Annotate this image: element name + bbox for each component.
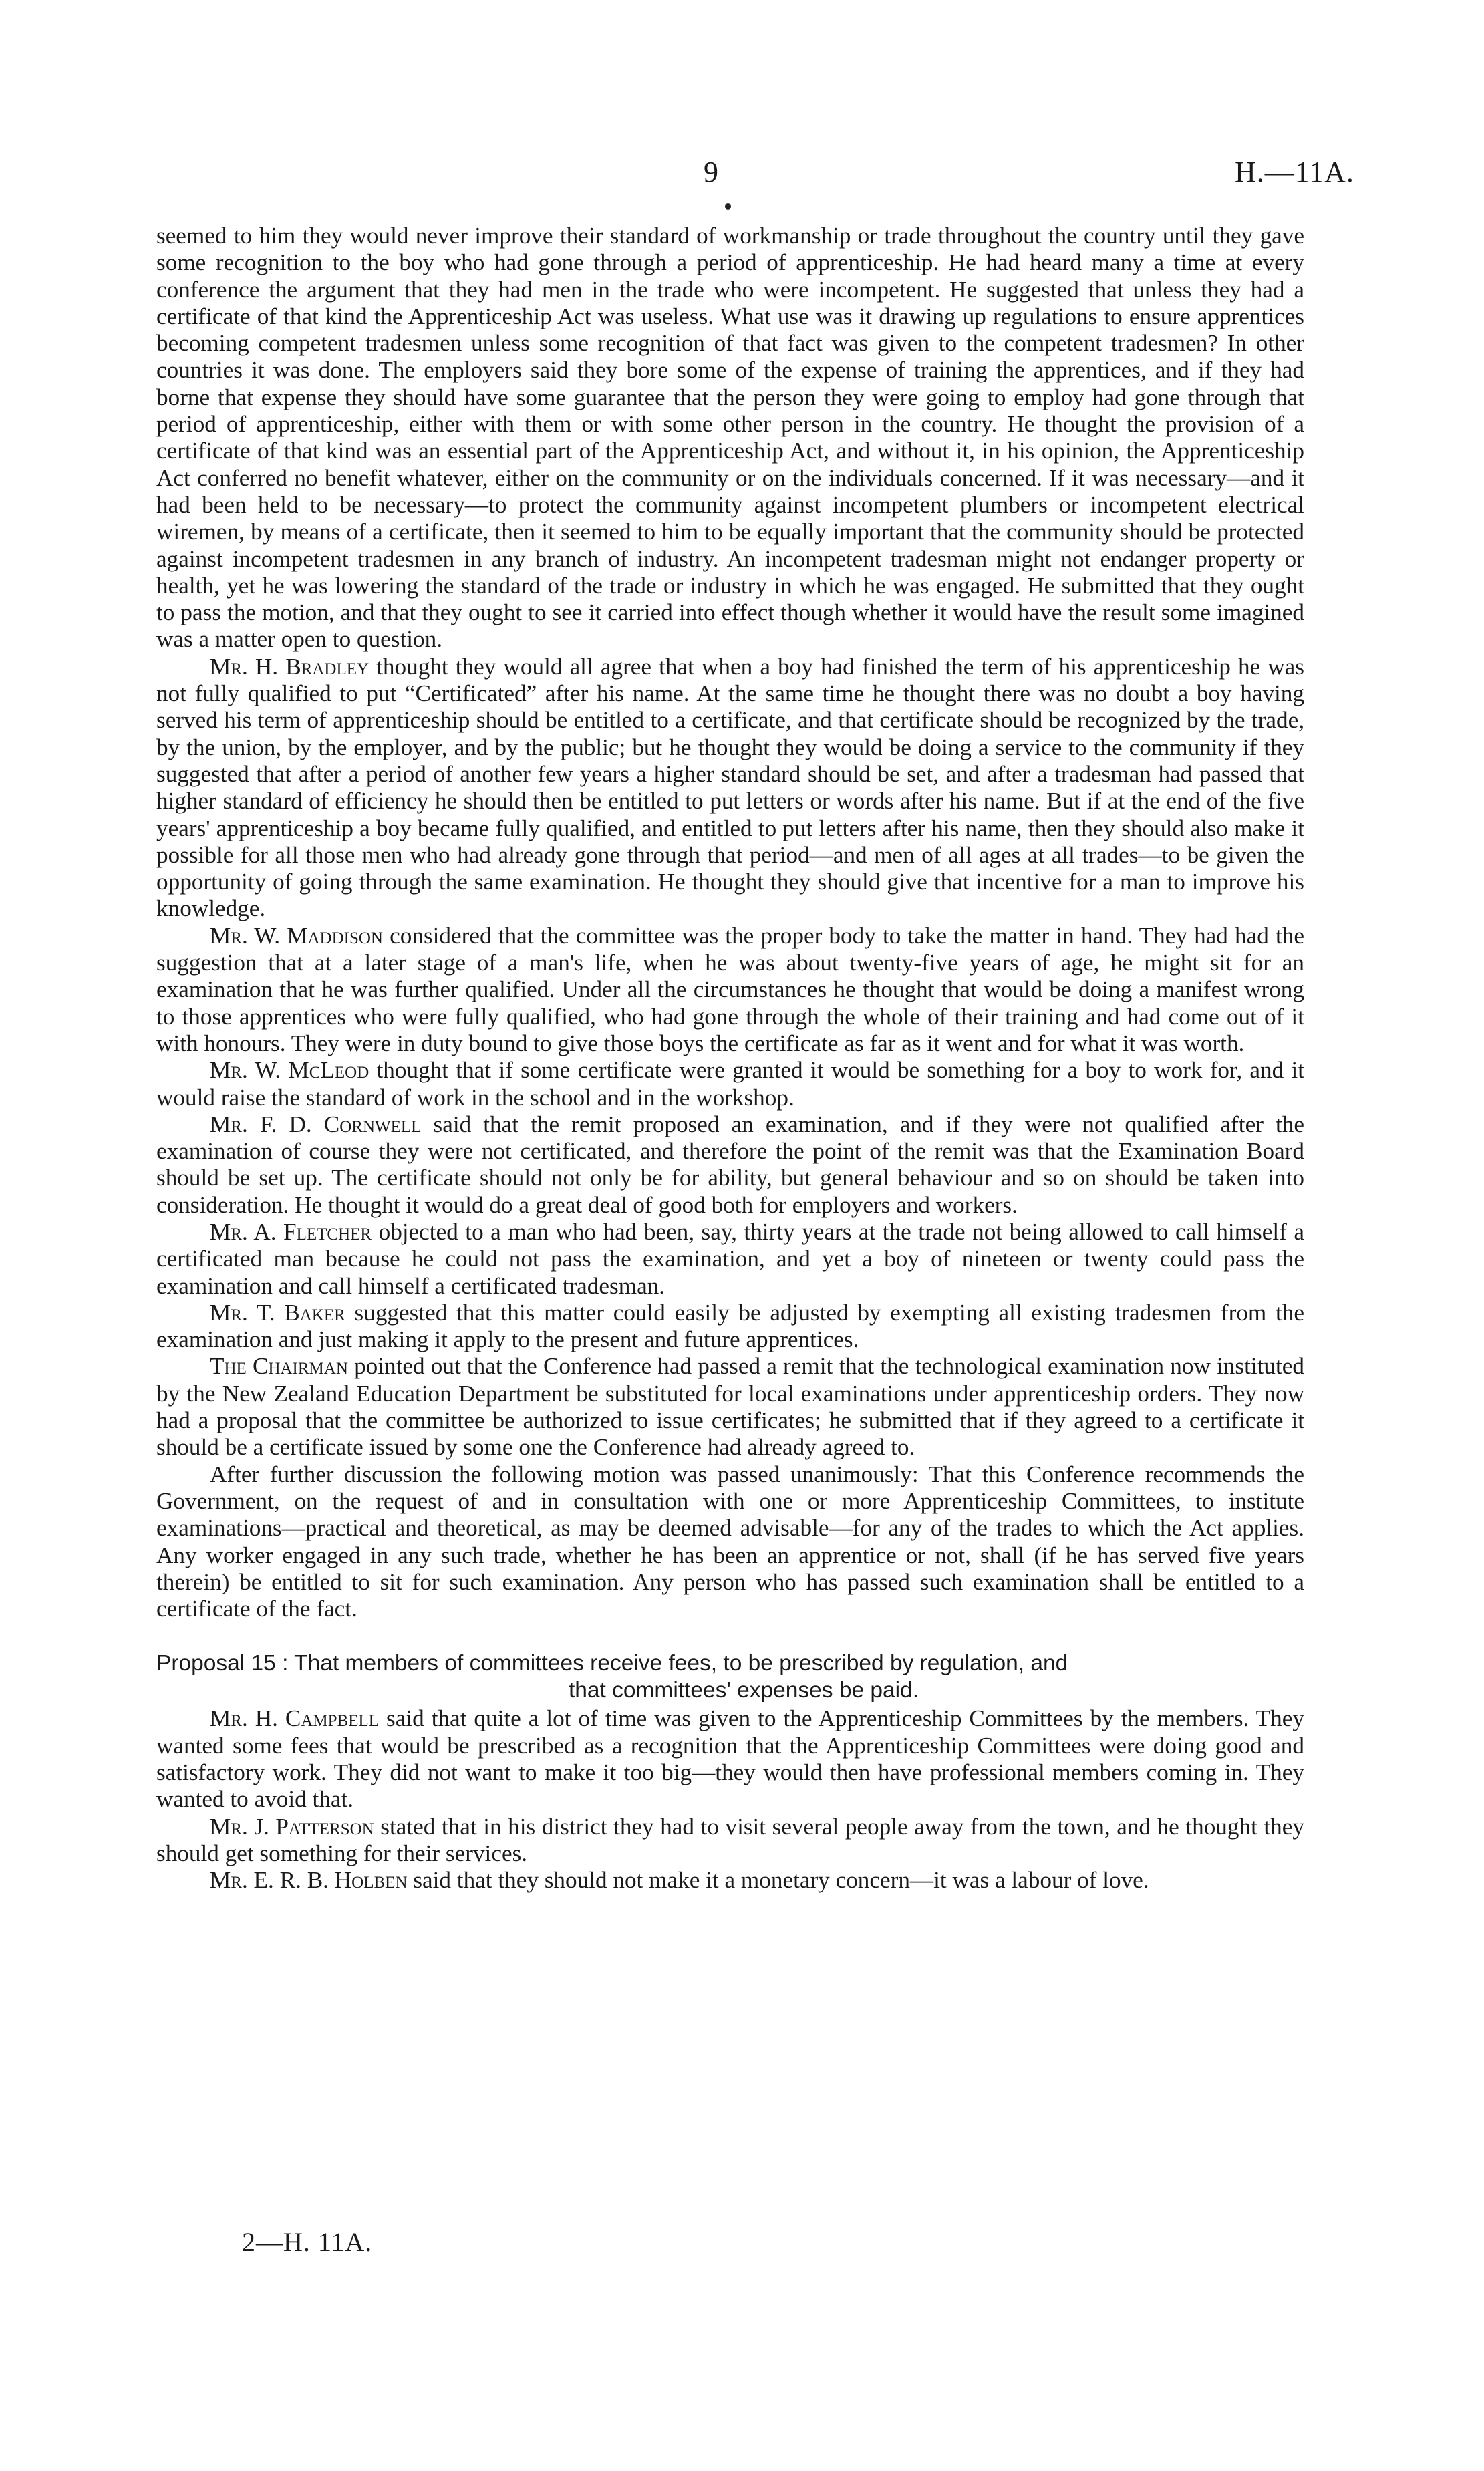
speaker-name: Mr. J. Patterson [210,1813,374,1840]
page-number: 9 [704,156,718,188]
paragraph-campbell: Mr. H. Campbell said that quite a lot of time was given to the Apprenticeship Committees by the members. They wanted some fees that would be prescribed as a recognition that the Apprenticeship Committees were doing good and satisfactory work. They did not want to make it too big—they would then have professional members coming in. They wanted to avoid that. [156,1705,1304,1813]
speaker-name: Mr. H. Bradley [210,653,369,680]
speaker-name: Mr. E. R. B. Holben [210,1867,408,1894]
proposal-label: Proposal 15 : [156,1651,289,1677]
print-speck [725,203,731,210]
proposal-heading [156,1650,1304,1704]
speaker-name: Mr. T. Baker [210,1299,345,1326]
proposal-text-line1: That members of committees receive fees, to be prescribed by regulation, and [294,1651,1068,1677]
paragraph-bradley: Mr. H. Bradley thought they would all agree that when a boy had finished the term of his apprenticeship he was not fully qualified to put “Certificated” after his name. At the same time he thought there was no doubt a boy having served his term of apprenticeship should be entitled to a certificate, and that certificate should be recognized by the trade, by the union, by the employer, and by the public; but he thought they would be doing a service to the community if they suggested that after a period of another few years a higher standard should be set, and after a tradesman had passed that higher standard of efficiency he should then be entitled to put letters or words after his name. But if at the end of the five years' apprenticeship a boy became fully qualified, and entitled to put letters after his name, then they should also make it possible for all those men who had already gone through that period—and men of all ages at all trades—to be given the opportunity of going through the same examination. He thought they should give that incentive for a man to improve his knowledge. [156,653,1304,922]
paragraph-patterson: Mr. J. Patterson stated that in his district they had to visit several people away from the town, and he thought they should get something for their services. [156,1813,1304,1866]
paragraph-continuation: seemed to him they would never improve their standard of workmanship or trade throughout the country until they gave some recognition to the boy who had gone through a period of apprenticeship. He had heard many a time at every conference the argument that they had men in the trade who were incompetent. He suggested that unless they had a certificate of that kind the Apprenticeship Act was useless. What use was it drawing up regulations to ensure apprentices becoming competent tradesmen unless some recognition of that fact was given to the competent tradesmen? In other countries it was done. The employers said they bore some of the expense of training the apprentices, and if they had borne that expense they should have some guarantee that the person they were going to employ had gone through that period of apprenticeship, either with them or with some other person in the country. He thought the provision of a certificate of that kind was an essential part of the Apprenticeship Act, and without it, in his opinion, the Apprenticeship Act conferred no benefit whatever, either on the community or on the individuals concerned. If it was necessary—and it had been held to be necessary—to protect the community against incompetent plumbers or incompetent electrical wiremen, by means of a certificate, then it seemed to him to be equally important that the community should be protected against incompetent tradesmen in any branch of industry. An incompetent tradesman might not endanger property or health, yet he was lowering the standard of the trade or industry in which he was engaged. He submitted that they ought to pass the motion, and that they ought to see it carried into effect though whether it would have the result some imagined was a matter open to question. [156,223,1304,653]
footer-signature: 2—H. 11A. [242,2227,373,2257]
proposal-text-line2: that committees' expenses be paid. [568,1678,919,1703]
speaker-name: The Chairman [210,1353,348,1380]
paragraph-fletcher: Mr. A. Fletcher objected to a man who had been, say, thirty years at the trade not being allowed to call himself a certificated man because he could not pass the examination, and yet a boy of nineteen or twenty could pass the examination and call himself a certificated tradesman. [156,1218,1304,1299]
paragraph-motion: After further discussion the following motion was passed unanimously: That this Conference recommends the Government, on the request of and in consultation with one or more Apprenticeship Committees, to institute examinations—practical and theoretical, as may be deemed advisable—for any of the trades to which the Act applies. Any worker engaged in any such trade, whether he has been an apprentice or not, shall (if he has served five years therein) be entitled to sit for such examination. Any person who has passed such examination shall be entitled to a certificate of the fact. [156,1461,1304,1622]
body-text [156,223,1304,1894]
speaker-name: Mr. H. Campbell [210,1705,380,1732]
paragraph-maddison: Mr. W. Maddison considered that the committee was the proper body to take the matter in hand. They had had the suggestion that at a later stage of a man's life, when he was about twenty-five years of age, he might sit for an examination that he was further qualified. Under all the circumstances he thought that would be doing a manifest wrong to those apprentices who were fully qualified, who had gone through the whole of their training and had come out of it with honours. They were in duty bound to give those boys the certificate as far as it went and for what it was worth. [156,922,1304,1056]
speaker-name: Mr. A. Fletcher [210,1218,372,1245]
paragraph-cornwell: Mr. F. D. Cornwell said that the remit proposed an examination, and if they were not qualified after the examination of course they were not certificated, and therefore the point of the remit was that the Examination Board should be set up. The certificate should not only be for ability, but general behaviour and so on should be taken into consideration. He thought it would do a great deal of good both for employers and workers. [156,1111,1304,1218]
paragraph-chairman: The Chairman pointed out that the Conference had passed a remit that the technological examination now instituted by the New Zealand Education Department be substituted for local examinations under apprenticeship orders. They now had a proposal that the committee be authorized to issue certificates; he submitted that if they agreed to a certificate it should be a certificate issued by some one the Conference had already agreed to. [156,1353,1304,1461]
speaker-name: Mr. W. McLeod [210,1057,369,1084]
speaker-name: Mr. F. D. Cornwell [210,1111,422,1137]
document-reference: H.—11A. [1235,156,1354,188]
speaker-name: Mr. W. Maddison [210,922,383,949]
paragraph-baker: Mr. T. Baker suggested that this matter could easily be adjusted by exempting all existing tradesmen from the examination and just making it apply to the present and future apprentices. [156,1299,1305,1353]
paragraph-mcleod: Mr. W. McLeod thought that if some certificate were granted it would be something for a boy to work for, and it would raise the standard of work in the school and in the workshop. [156,1057,1304,1111]
paragraph-holben: Mr. E. R. B. Holben said that they should not make it a monetary concern—it was a labour of love. [210,1867,1149,1894]
